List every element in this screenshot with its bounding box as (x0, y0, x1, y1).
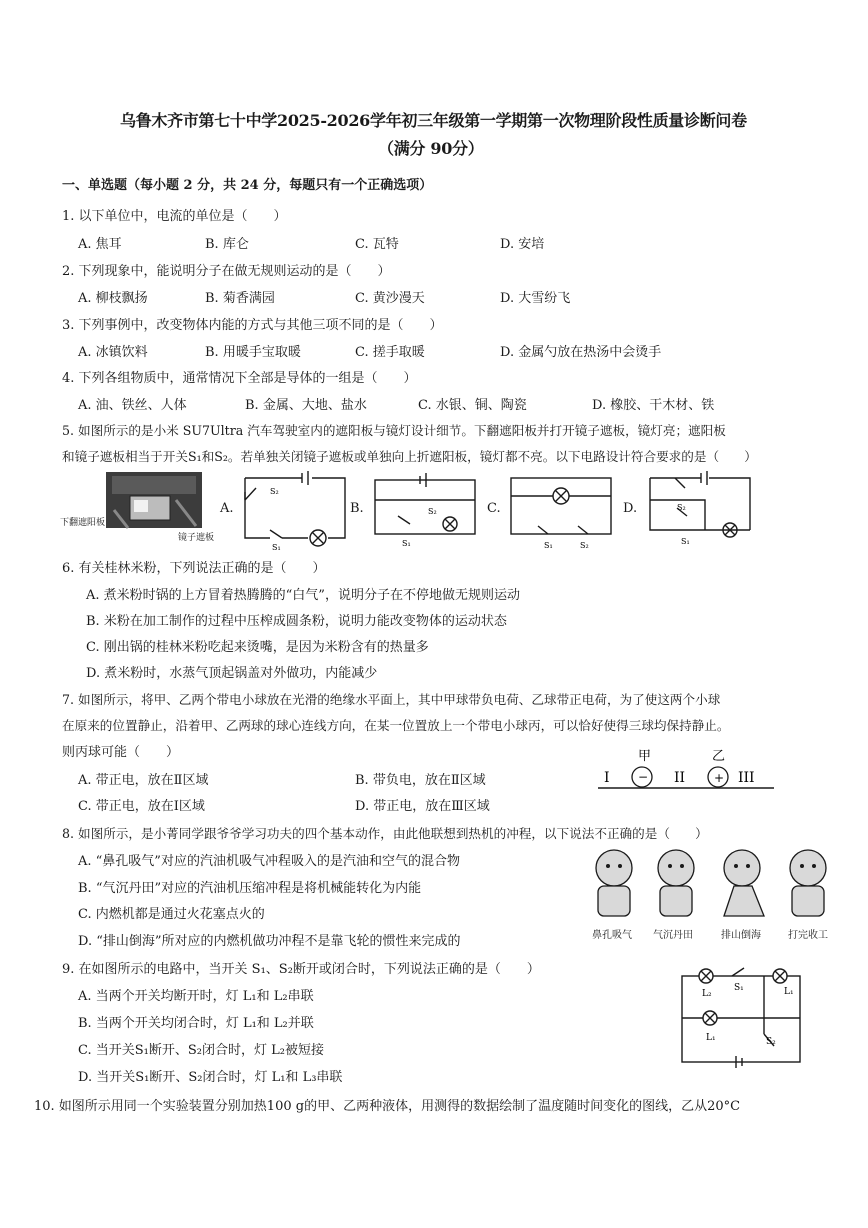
svg-text:甲: 甲 (638, 749, 652, 764)
option-b: B. 用暖手宝取暖 (205, 345, 301, 360)
circuit-a-diagram (240, 470, 350, 550)
caption-2: 气沉丹田 (653, 930, 693, 941)
question-stem-line1: 5. 如图所示的是小米 SU7Ultra 汽车驾驶室内的遮阳板与镜灯设计细节。下翻遮阳板并打开镜子遮板，镜灯亮；遮阳板 (62, 423, 726, 438)
caption-4: 打完收工 (788, 930, 828, 941)
question-stem: 3. 下列事例中，改变物体内能的方式与其他三项不同的是（ ） (62, 318, 443, 333)
caption-3: 排山倒海 (721, 930, 761, 941)
svg-text:S₂: S₂ (428, 507, 437, 516)
option-a: A. 柳枝飘扬 (78, 291, 148, 306)
svg-text:I: I (604, 770, 610, 786)
option-b: B. 库仑 (205, 237, 249, 252)
circuit-d-label: D. (623, 501, 638, 516)
svg-text:S₁: S₁ (402, 539, 411, 548)
option-d: D. 带正电，放在Ⅲ区域 (355, 799, 490, 814)
option-d: D. 安培 (500, 237, 545, 252)
circuit-a-label: A. (220, 501, 234, 516)
option-a: A. 冰镇饮料 (78, 345, 148, 360)
option-a: A. 焦耳 (78, 237, 122, 252)
question-stem-line1: 7. 如图所示，将甲、乙两个带电小球放在光滑的绝缘水平面上，其中甲球带负电荷、乙球带正电荷，为了使这两个小球 (62, 692, 721, 707)
svg-text:−: − (638, 770, 649, 784)
option-a: A. “鼻孔吸气”对应的汽油机吸气冲程吸入的是汽油和空气的混合物 (78, 854, 460, 869)
option-d: D. 金属勺放在热汤中会烫手 (500, 345, 662, 360)
option-b: B. “气沉丹田”对应的汽油机压缩冲程是将机械能转化为内能 (78, 881, 422, 896)
svg-text:S₁: S₁ (544, 541, 553, 550)
svg-text:+: + (714, 771, 725, 785)
svg-text:III: III (738, 770, 755, 786)
svg-text:S₂: S₂ (677, 503, 686, 512)
circuit-b-diagram (370, 470, 480, 550)
option-d: D. 橡胶、干木材、铁 (592, 398, 715, 413)
circuit-d-diagram (645, 470, 755, 550)
option-b: B. 当两个开关均闭合时，灯 L₁和 L₂并联 (78, 1016, 314, 1031)
option-d: D. 煮米粉时，水蒸气顶起锅盖对外做功，内能减少 (86, 666, 378, 681)
question-stem: 2. 下列现象中，能说明分子在做无规则运动的是（ ） (62, 264, 391, 279)
circuit-c-diagram (506, 470, 616, 550)
q9-circuit-diagram (676, 964, 806, 1074)
question-stem-line3: 则丙球可能（ ） (62, 745, 180, 760)
svg-text:S₂: S₂ (270, 487, 279, 496)
circuit-c-label: C. (487, 501, 501, 516)
option-a: A. 带正电，放在Ⅱ区域 (78, 773, 209, 788)
caption-1: 鼻孔吸气 (592, 930, 632, 941)
svg-text:S₁: S₁ (734, 983, 744, 993)
photo-label-visor: 下翻遮阳板 (60, 518, 106, 528)
svg-text:S₁: S₁ (272, 543, 281, 552)
option-b: B. 米粉在加工制作的过程中压榨成圆条粉，说明力能改变物体的运动状态 (86, 614, 507, 629)
option-c: C. 搓手取暖 (355, 345, 425, 360)
question-stem: 8. 如图所示，是小菁同学跟爷爷学习功夫的四个基本动作，由此他联想到热机的冲程，以下说法不正确的是（ ） (62, 826, 708, 841)
svg-text:L₂: L₂ (702, 989, 712, 999)
option-c: C. 瓦特 (355, 237, 399, 252)
option-d: D. 大雪纷飞 (500, 291, 571, 306)
option-b: B. 金属、大地、盐水 (245, 398, 367, 413)
option-a: A. 煮米粉时锅的上方冒着热腾腾的“白气”，说明分子在不停地做无规则运动 (86, 588, 520, 603)
question-stem-line2: 在原来的位置静止，沿着甲、乙两球的球心连线方向，在某一位置放上一个带电小球丙，可以恰好使得三球均保持静止。 (62, 718, 730, 733)
svg-text:L₁: L₁ (784, 987, 794, 997)
sun-visor-photo (104, 470, 204, 530)
question-stem: 4. 下列各组物质中，通常情况下全部是导体的一组是（ ） (62, 371, 417, 386)
svg-text:L₁: L₁ (706, 1033, 716, 1043)
svg-text:II: II (674, 770, 686, 786)
svg-text:S₁: S₁ (681, 537, 690, 546)
svg-text:S₂: S₂ (580, 541, 589, 550)
charged-balls-figure (596, 748, 776, 798)
section-heading: 一、单选题（每小题 2 分，共 24 分，每题只有一个正确选项） (62, 178, 433, 193)
option-d: D. 当开关S₁断开、S₂闭合时，灯 L₁和 L₃串联 (78, 1070, 343, 1085)
option-b: B. 菊香满园 (205, 291, 275, 306)
circuit-b-label: B. (350, 501, 364, 516)
option-c: C. 刚出锅的桂林米粉吃起来烫嘴，是因为米粉含有的热量多 (86, 640, 429, 655)
question-stem: 1. 以下单位中，电流的单位是（ ） (62, 209, 287, 224)
option-c: C. 带正电，放在Ⅰ区域 (78, 799, 205, 814)
option-d: D. “排山倒海”所对应的内燃机做功冲程不是靠飞轮的惯性来完成的 (78, 934, 461, 949)
svg-text:S₂: S₂ (766, 1037, 776, 1047)
option-c: C. 水银、铜、陶瓷 (418, 398, 527, 413)
kungfu-figures (584, 846, 844, 922)
option-c: C. 黄沙漫天 (355, 291, 425, 306)
paper-subtitle: （满分 90分） (378, 139, 484, 158)
option-a: A. 当两个开关均断开时，灯 L₁和 L₂串联 (78, 989, 314, 1004)
question-stem-line2: 和镜子遮板相当于开关S₁和S₂。若单独关闭镜子遮板或单独向上折遮阳板，镜灯都不亮。以下电路设计符合要求的是（ ） (62, 449, 757, 464)
option-b: B. 带负电，放在Ⅱ区域 (355, 773, 486, 788)
question-stem: 9. 在如图所示的电路中，当开关 S₁、S₂断开或闭合时，下列说法正确的是（ ） (62, 962, 540, 977)
question-stem: 10. 如图所示用同一个实验装置分别加热100 g的甲、乙两种液体，用测得的数据绘制了温度随时间变化的图线，乙从20°C (34, 1099, 741, 1114)
svg-text:乙: 乙 (712, 749, 726, 764)
option-c: C. 内燃机都是通过火花塞点火的 (78, 907, 265, 922)
option-c: C. 当开关S₁断开、S₂闭合时，灯 L₂被短接 (78, 1043, 324, 1058)
option-a: A. 油、铁丝、人体 (78, 398, 187, 413)
paper-title: 乌鲁木齐市第七十中学2025-2026学年初三年级第一学期第一次物理阶段性质量诊断问卷 (120, 111, 747, 130)
photo-label-mirror: 镜子遮板 (178, 533, 215, 543)
question-stem: 6. 有关桂林米粉，下列说法正确的是（ ） (62, 561, 326, 576)
